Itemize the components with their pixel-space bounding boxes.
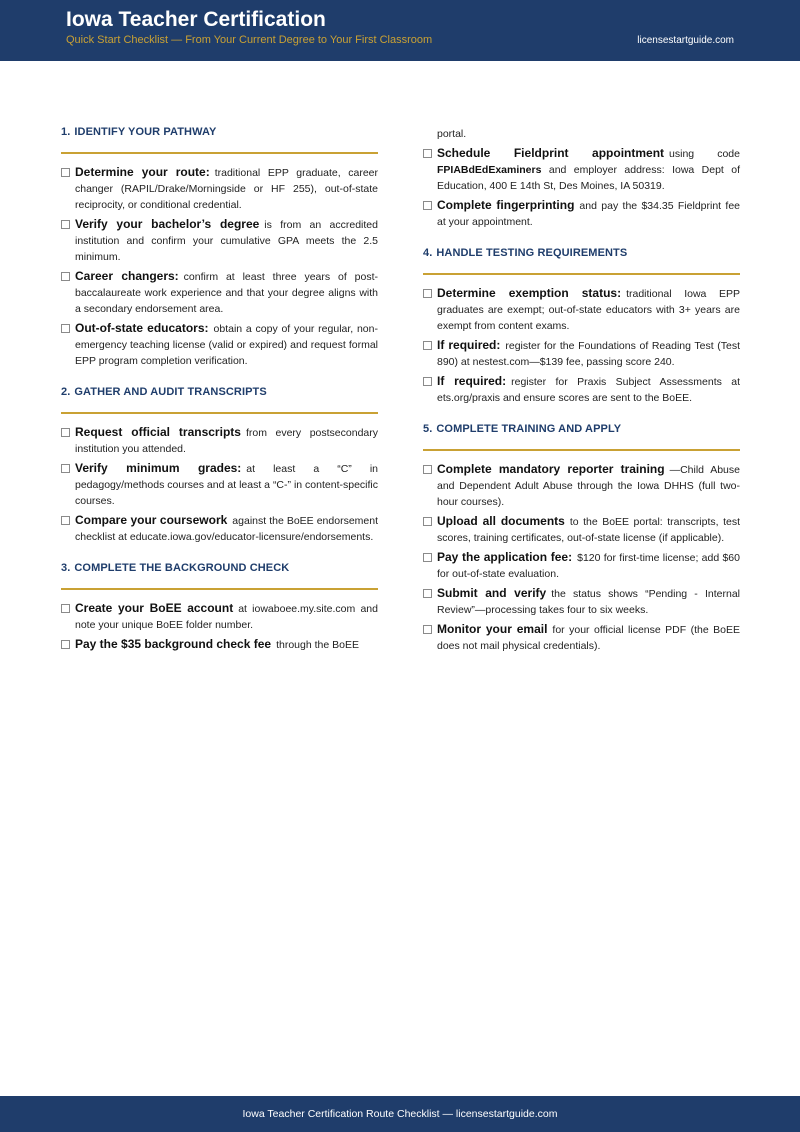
checkbox[interactable] xyxy=(423,553,432,562)
checkbox[interactable] xyxy=(423,289,432,298)
checklist-item: Submit and verify the status shows “Pending - Internal Review”—processing takes four to six weeks. xyxy=(423,585,740,618)
checkbox[interactable] xyxy=(423,341,432,350)
checkbox[interactable] xyxy=(61,464,70,473)
checkbox[interactable] xyxy=(61,168,70,177)
checkbox[interactable] xyxy=(423,589,432,598)
checklist-item: Request official transcripts from every postsecondary institution you attended. xyxy=(61,424,378,457)
section-heading: 1. IDENTIFY YOUR PATHWAY xyxy=(61,126,378,154)
page-title: Iowa Teacher Certification xyxy=(66,8,326,31)
checklist-item: Monitor your email for your official license PDF (the BoEE does not mail physical credentials). xyxy=(423,621,740,654)
checklist-item: Schedule Fieldprint appointment using code FPIABdEdExaminers and employer address: Iowa Dept of Education, 400 E 14th St, Des Moines, IA 50319. xyxy=(423,145,740,194)
section-heading: 2. GATHER AND AUDIT TRANSCRIPTS xyxy=(61,386,378,414)
section-gather-transcripts xyxy=(61,386,378,545)
checkbox[interactable] xyxy=(61,272,70,281)
checklist-item: Pay the application fee: $120 for first-time license; add $60 for out-of-state evaluation. xyxy=(423,549,740,582)
checklist-item: Determine your route: traditional EPP graduate, career changer (RAPIL/Drake/Morningside or HF 255), out-of-state reciprocity, or conditional credential. xyxy=(61,164,378,213)
section-identify-pathway xyxy=(61,126,378,369)
section-heading: 4. HANDLE TESTING REQUIREMENTS xyxy=(423,247,740,275)
checkbox[interactable] xyxy=(423,149,432,158)
checkbox[interactable] xyxy=(61,604,70,613)
continued-text: portal. xyxy=(437,128,467,140)
checklist-item: Complete fingerprinting and pay the $34.35 Fieldprint fee at your appointment. xyxy=(423,197,740,230)
checkbox[interactable] xyxy=(423,465,432,474)
checkbox[interactable] xyxy=(61,640,70,649)
checkbox[interactable] xyxy=(423,377,432,386)
checklist-item: Verify your bachelor’s degree is from an accredited institution and confirm your cumulative GPA meets the 2.5 minimum. xyxy=(61,216,378,265)
section-training-and-apply xyxy=(423,423,740,654)
section-background-check xyxy=(61,562,378,653)
checkbox[interactable] xyxy=(423,201,432,210)
checkbox[interactable] xyxy=(61,428,70,437)
section-testing-requirements xyxy=(423,247,740,406)
section-background-check-continued xyxy=(423,126,740,230)
checklist-item: Pay the $35 background check fee through the BoEE xyxy=(61,636,378,653)
page-footer xyxy=(0,1096,800,1132)
checklist-item: Upload all documents to the BoEE portal: transcripts, test scores, training certificates, out-of-state license (if applicable). xyxy=(423,513,740,546)
checklist-item: Compare your coursework against the BoEE endorsement checklist at educate.iowa.gov/educator-licensure/endorsements. xyxy=(61,512,378,545)
page-header xyxy=(0,0,800,61)
page-subtitle: Quick Start Checklist — From Your Current Degree to Your First Classroom xyxy=(66,34,433,46)
left-column xyxy=(61,126,378,670)
checkbox[interactable] xyxy=(61,220,70,229)
checklist-item: Determine exemption status: traditional Iowa EPP graduates are exempt; out-of-state educators with 3+ years are exempt from content exams. xyxy=(423,285,740,334)
site-url: licensestartguide.com xyxy=(637,35,734,46)
checklist-item: Out-of-state educators: obtain a copy of your regular, non-emergency teaching license (valid or expired) and request formal EPP program completion verification. xyxy=(61,320,378,369)
right-column xyxy=(423,126,740,671)
checkbox[interactable] xyxy=(61,324,70,333)
section-heading: 5. COMPLETE TRAINING AND APPLY xyxy=(423,423,740,451)
checklist-item: Create your BoEE account at iowaboee.my.site.com and note your unique BoEE folder number. xyxy=(61,600,378,633)
checkbox[interactable] xyxy=(61,516,70,525)
checklist-item: Complete mandatory reporter training —Child Abuse and Dependent Adult Abuse through the Iowa DHHS (full two-hour courses). xyxy=(423,461,740,510)
checklist-item: If required: register for the Foundations of Reading Test (Test 890) at nestest.com—$139 fee, passing score 240. xyxy=(423,337,740,370)
section-heading: 3. COMPLETE THE BACKGROUND CHECK xyxy=(61,562,378,590)
footer-text: Iowa Teacher Certification Route Checklist — licensestartguide.com xyxy=(242,1108,558,1120)
fieldprint-code: FPIABdEdExaminers xyxy=(437,164,542,176)
checkbox[interactable] xyxy=(423,517,432,526)
checklist-item: Career changers: confirm at least three years of post-baccalaureate work experience and that your degree aligns with a secondary endorsement area. xyxy=(61,268,378,317)
checklist-item: Verify minimum grades: at least a “C” in pedagogy/methods courses and at least a “C-” in content-specific courses. xyxy=(61,460,378,509)
checklist-item: If required: register for Praxis Subject Assessments at ets.org/praxis and ensure scores are sent to the BoEE. xyxy=(423,373,740,406)
checkbox[interactable] xyxy=(423,625,432,634)
